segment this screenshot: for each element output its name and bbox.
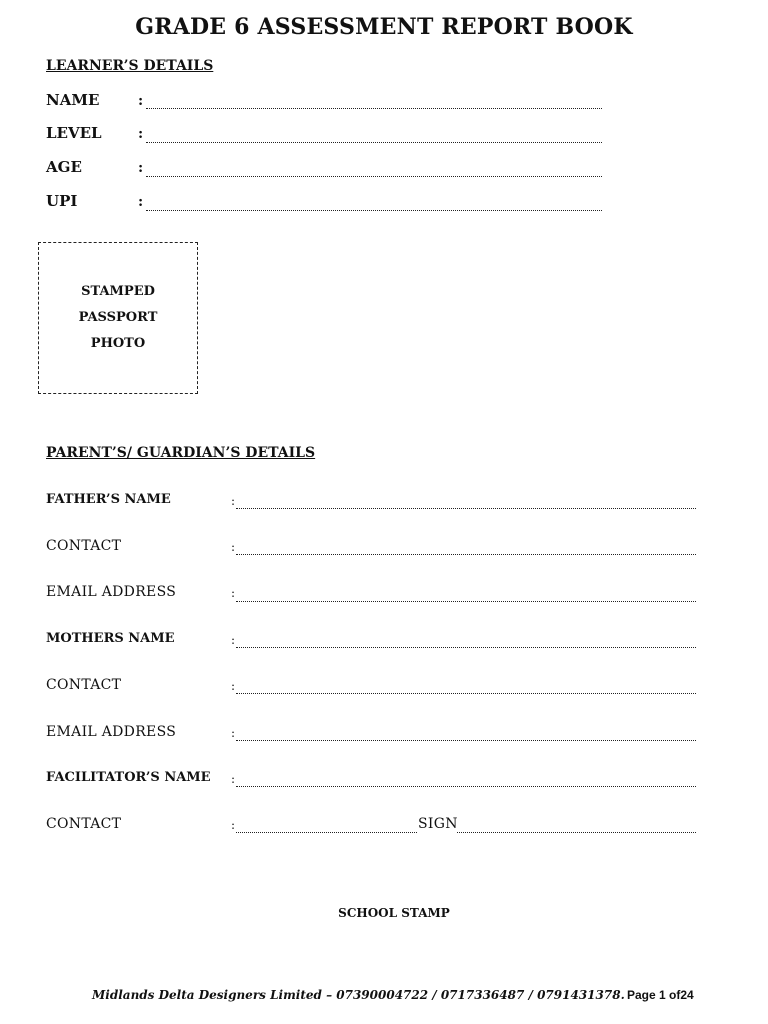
upi-colon: : [138,194,144,210]
level-label: LEVEL [46,124,102,142]
photo-line-stamped: STAMPED [81,284,155,299]
mother-name-input-line[interactable] [236,646,696,648]
facilitator-name-colon: : [231,772,236,786]
upi-label: UPI [46,192,78,210]
learner-details-heading: LEARNER’S DETAILS [46,58,214,74]
passport-photo-box [38,242,198,394]
father-contact-colon: : [231,540,236,554]
facilitator-contact-label: CONTACT [46,816,122,832]
facilitator-contact-colon: : [231,818,236,832]
name-colon: : [138,93,144,109]
father-contact-input-line[interactable] [236,553,696,555]
father-email-label: EMAIL ADDRESS [46,584,177,600]
facilitator-contact-input-line[interactable] [236,831,417,833]
mother-email-colon: : [231,726,236,740]
mother-email-input-line[interactable] [236,739,696,741]
photo-line-passport: PASSPORT [78,310,158,325]
level-input-line[interactable] [146,141,602,143]
name-label: NAME [46,91,100,109]
mother-name-label: MOTHERS NAME [46,631,175,646]
school-stamp-label: SCHOOL STAMP [338,906,450,920]
father-name-input-line[interactable] [236,507,696,509]
document-title: GRADE 6 ASSESSMENT REPORT BOOK [135,14,633,40]
mother-contact-input-line[interactable] [236,692,696,694]
name-input-line[interactable] [146,107,602,109]
age-colon: : [138,160,144,176]
parents-details-heading: PARENT’S/ GUARDIAN’S DETAILS [46,445,316,461]
footer-company-text: Midlands Delta Designers Limited – 07390004722 / 0717336487 / 0791431378. [92,988,625,1002]
age-label: AGE [46,158,82,176]
mother-email-label: EMAIL ADDRESS [46,724,177,740]
father-name-label: FATHER’S NAME [46,492,171,507]
mother-contact-colon: : [231,679,236,693]
father-name-colon: : [231,494,236,508]
facilitator-name-label: FACILITATOR’S NAME [46,770,211,785]
upi-input-line[interactable] [146,209,602,211]
mother-contact-label: CONTACT [46,677,122,693]
sign-label: SIGN [418,816,458,832]
father-email-input-line[interactable] [236,600,696,602]
photo-line-photo: PHOTO [90,336,146,351]
father-contact-label: CONTACT [46,538,122,554]
father-email-colon: : [231,586,236,600]
footer-page-number: Page 1 of24 [627,988,694,1002]
age-input-line[interactable] [146,175,602,177]
level-colon: : [138,126,144,142]
sign-input-line[interactable] [457,831,696,833]
mother-name-colon: : [231,633,236,647]
facilitator-name-input-line[interactable] [236,785,696,787]
